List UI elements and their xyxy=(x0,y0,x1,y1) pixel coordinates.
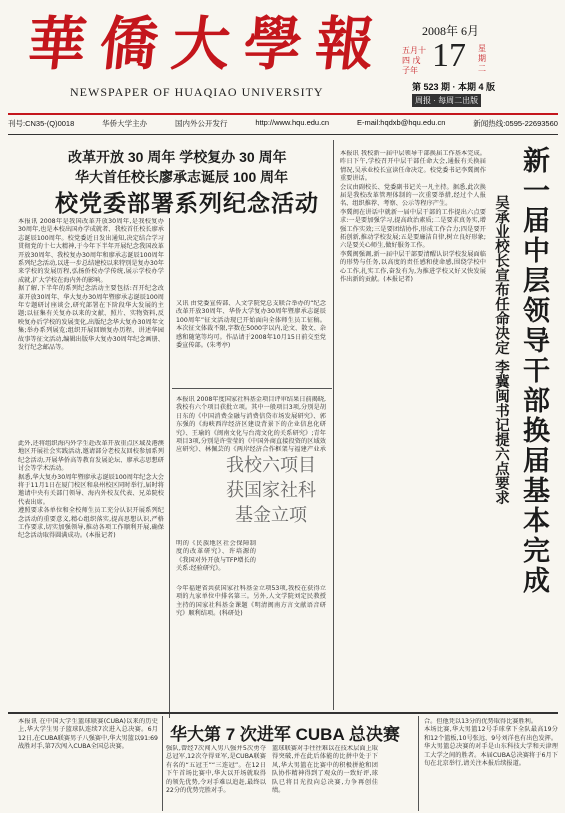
info-bar xyxy=(8,118,558,132)
publication-code: 刊号:CN35-(Q)0018 xyxy=(8,119,75,128)
lead-body-col2: 此外,还将组织海内外学生赴改革开放重点区域及港澳地区开展社会实践活动,邀请部分老校友回校参加系列纪念活动,开展华侨高等教育发展论坛、廖承志思想研讨会等学术活动。 据悉,华大复办30周年暨廖承志诞辰100周年纪念大会将于11月1日在厦门校区和泉州校区同时举行,届时将邀请中央有关部门领导、海内外校友代表、兄弟院校代表出席。 遵照要求各单位和全校师生员工充分认识开展系列纪念活动的重要意义,精心组织落实,提高思想认识,严格工作要求,切实加强领导,推动各项工作顺利开展,确保纪念活动取得圆满成功。(本报记者) xyxy=(18,440,164,540)
fund-intro: 本报讯 2008年度国家社科基金项目评审结果日前揭晓,我校有六个项目获批立项。其中一般项目3项,分别是胡日东的《中国消费金融与消费信贷市场发展研究》、郭东强的《海峡西岸经济区建设背景下的企业信息化研究》、王瑜的《闽南文化与台湾文化的关系研究》;青年项目3项,分别是许莹莹的《中国外商直接投资的区域效应研究》、林佩芸的《两岸经济合作框架与福建产业承 xyxy=(176,396,326,454)
cuba-body-mid: 强队,曾经7次闯入男八强并5次勇夺总冠军,12次夺得亚军,是CUBA联赛有名的“五冠王”“三连冠”。在12日下午首场比赛中,华大以开场就取得的领先优势,令对手难以追赶,最终以22分的优势完胜对手。 xyxy=(166,745,266,795)
right-article-subhead: 吴承业校长宣布任命决定 李冀闽书记提六点要求 xyxy=(493,195,510,505)
day-number: 17 xyxy=(432,37,466,74)
sponsor: 华侨大学主办 xyxy=(102,119,148,128)
date-box xyxy=(402,22,556,108)
fund-body-left: 明的《民族地区社会保障制度的改革研究》、许培源的《我国对外开放与TFP增长的关系:经验研究》。 xyxy=(176,540,256,573)
lead-kicker-1: 改革开放 30 周年 学校复办 30 周年 xyxy=(68,149,287,165)
fund-headline: 我校六项目获国家社科基金立项 xyxy=(226,455,316,526)
cuba-headline: 华大第 7 次进军 CUBA 总决赛 xyxy=(170,725,400,744)
bottom-section-divider xyxy=(8,712,558,714)
right-article-headline: 新一届中层领导干部换届基本完成 xyxy=(518,146,549,596)
lead-headline: 校党委部署系列纪念活动 xyxy=(55,190,319,217)
right-article-body: 本报讯 我校新一届中层领导干部换届工作基本完成。昨日下午,学校召开中层干部任命大会,通报有关换届情况,吴承业校长宣读任命决定。校党委书记李冀闽作重要讲话。 会议由副校长、党委副书记关一凡主持。据悉,此次换届是我校改革管理体制的一次重要举措,经过个人报名、组织推荐、考察、公示等程序产生。 李冀闽在讲话中就新一届中层干部的工作提出六点要求:一是要加强学习,提高政治素质;二是要求真务实,增强工作实效;三是要团结协作,形成工作合力;四是要开拓创新,推动学校发展;五是要廉洁自律,树立良好形象;六是要关心师生,做好服务工作。 李冀闽强调,新一届中层干部要清醒认识学校发展面临的形势与任务,以高度的责任感和使命感,围绕学校中心工作,扎实工作,奋发有为,为推进学校又好又快发展作出新的贡献。(本报记者) xyxy=(340,150,486,284)
section-divider xyxy=(172,388,332,389)
cuba-body-left: 本报讯 在中国大学生篮球联赛(CUBA)以来的历史上,华大学生男子篮球队连续7次进入总决赛。6月12日,在CUBA联赛男子八强赛中,华大男篮以91:69战胜对手,第7次闯入CUBA全国总决赛。 xyxy=(18,718,158,751)
fund-body-right: 今年福建省共获国家社科基金立项53项,我校在获得立项的九家单位中排名第三。另外,人文学院刘定民教授主持的国家社科基金课题《明清闽南方言文献语音研究》顺利结项。(科研处) xyxy=(176,585,326,618)
masthead-divider xyxy=(8,113,558,115)
publication-frequency: 周报 · 每周二出版 xyxy=(412,94,481,107)
lead-body-col1: 本报讯 2008年是我国改革开放30周年,是我校复办30周年,也是本校出国办学成就者、我校首任校长廖承志诞辰100周年。校党委近日发出通知,决定结合学习贯彻党的十七大精神,于今年下半年开展纪念我国改革开放30周年、我校复办30周年和廖承志诞辰100周年系列纪念活动,以进一步总结建校以来特别是复办30年来学校的发展历程,弘扬侨校办学传统,展示学校办学成就,扩大学校在海内外的影响。 据了解,下半年的系列纪念活动主要包括:召开纪念改革开放30周年、华大复办30周年暨廖承志诞辰100周年专题研讨座谈会,研究部署在下阶段华大发展的主题;以征集有关复办以来的文献、照片、实物资料,反映复办后学校的发展变化,出版纪念华大复办30周年文集;举办系列展览;组织开展回顾复办历程、讲述华园故事等征文活动,编辑出版华大复办30周年纪念画册、发行纪念邮品等。 xyxy=(18,218,164,352)
column-separator xyxy=(162,716,163,811)
cuba-body-far: 合。但他凭以13分的优势取得比赛胜利。 本场比赛,华大男篮12号手球拿下全队最高19分和12个篮板,10号张远、9号刘洋也有出色发挥。 华大男篮总决赛的对手是山东科技大学和天津理工大学之间的胜者。本届CUBA总决赛将于6月下旬在北京举行,请关注本报后续报道。 xyxy=(424,718,558,768)
column-separator xyxy=(169,218,170,718)
info-divider xyxy=(8,134,558,135)
issue-number: 第 523 期 · 本期 4 版 xyxy=(412,82,496,92)
distribution: 国内外公开发行 xyxy=(174,119,228,128)
email-link[interactable]: E-mail:hqdxb@hqu.edu.cn xyxy=(356,118,446,127)
lead-kicker-2: 华大首任校长廖承志诞辰 100 周年 xyxy=(75,169,289,185)
essay-notice: 又讯 由党委宣传部、人文学院党总支联合举办的“纪念改革开放30周年、华侨大学复办30周年暨廖承志诞辰100周年”征文活动现已开始面向全体师生员工征稿。本次征文体裁不限,字数在5000字以内,论文、散文、杂感和随笔等均可。作品请于2008年10月15日前交至党委宣传部。(朱考亭) xyxy=(176,300,326,350)
column-separator xyxy=(333,140,334,710)
column-separator xyxy=(418,716,419,811)
lunar-date: 五月十四 戊子年 xyxy=(402,46,426,75)
website-link[interactable]: http://www.hqu.edu.cn xyxy=(255,118,330,127)
news-hotline: 新闻热线:0595-22693560 xyxy=(473,119,558,128)
masthead-english-title: NEWSPAPER OF HUAQIAO UNIVERSITY xyxy=(70,85,324,99)
masthead-title: 華僑大學報 xyxy=(24,10,392,78)
date-year-month: 2008年 6月 xyxy=(422,24,480,38)
cuba-body-right: 篮球联赛对手往往难以在技术层面上取得突破,并在此后体能的比拼中处于下风,华大男篮在比赛中的积极拼抢和团队协作精神得到了观众的一致好评,球队已将目光投向总决赛,力争再创佳绩。 xyxy=(272,745,378,795)
weekday: 星期二 xyxy=(478,44,486,73)
